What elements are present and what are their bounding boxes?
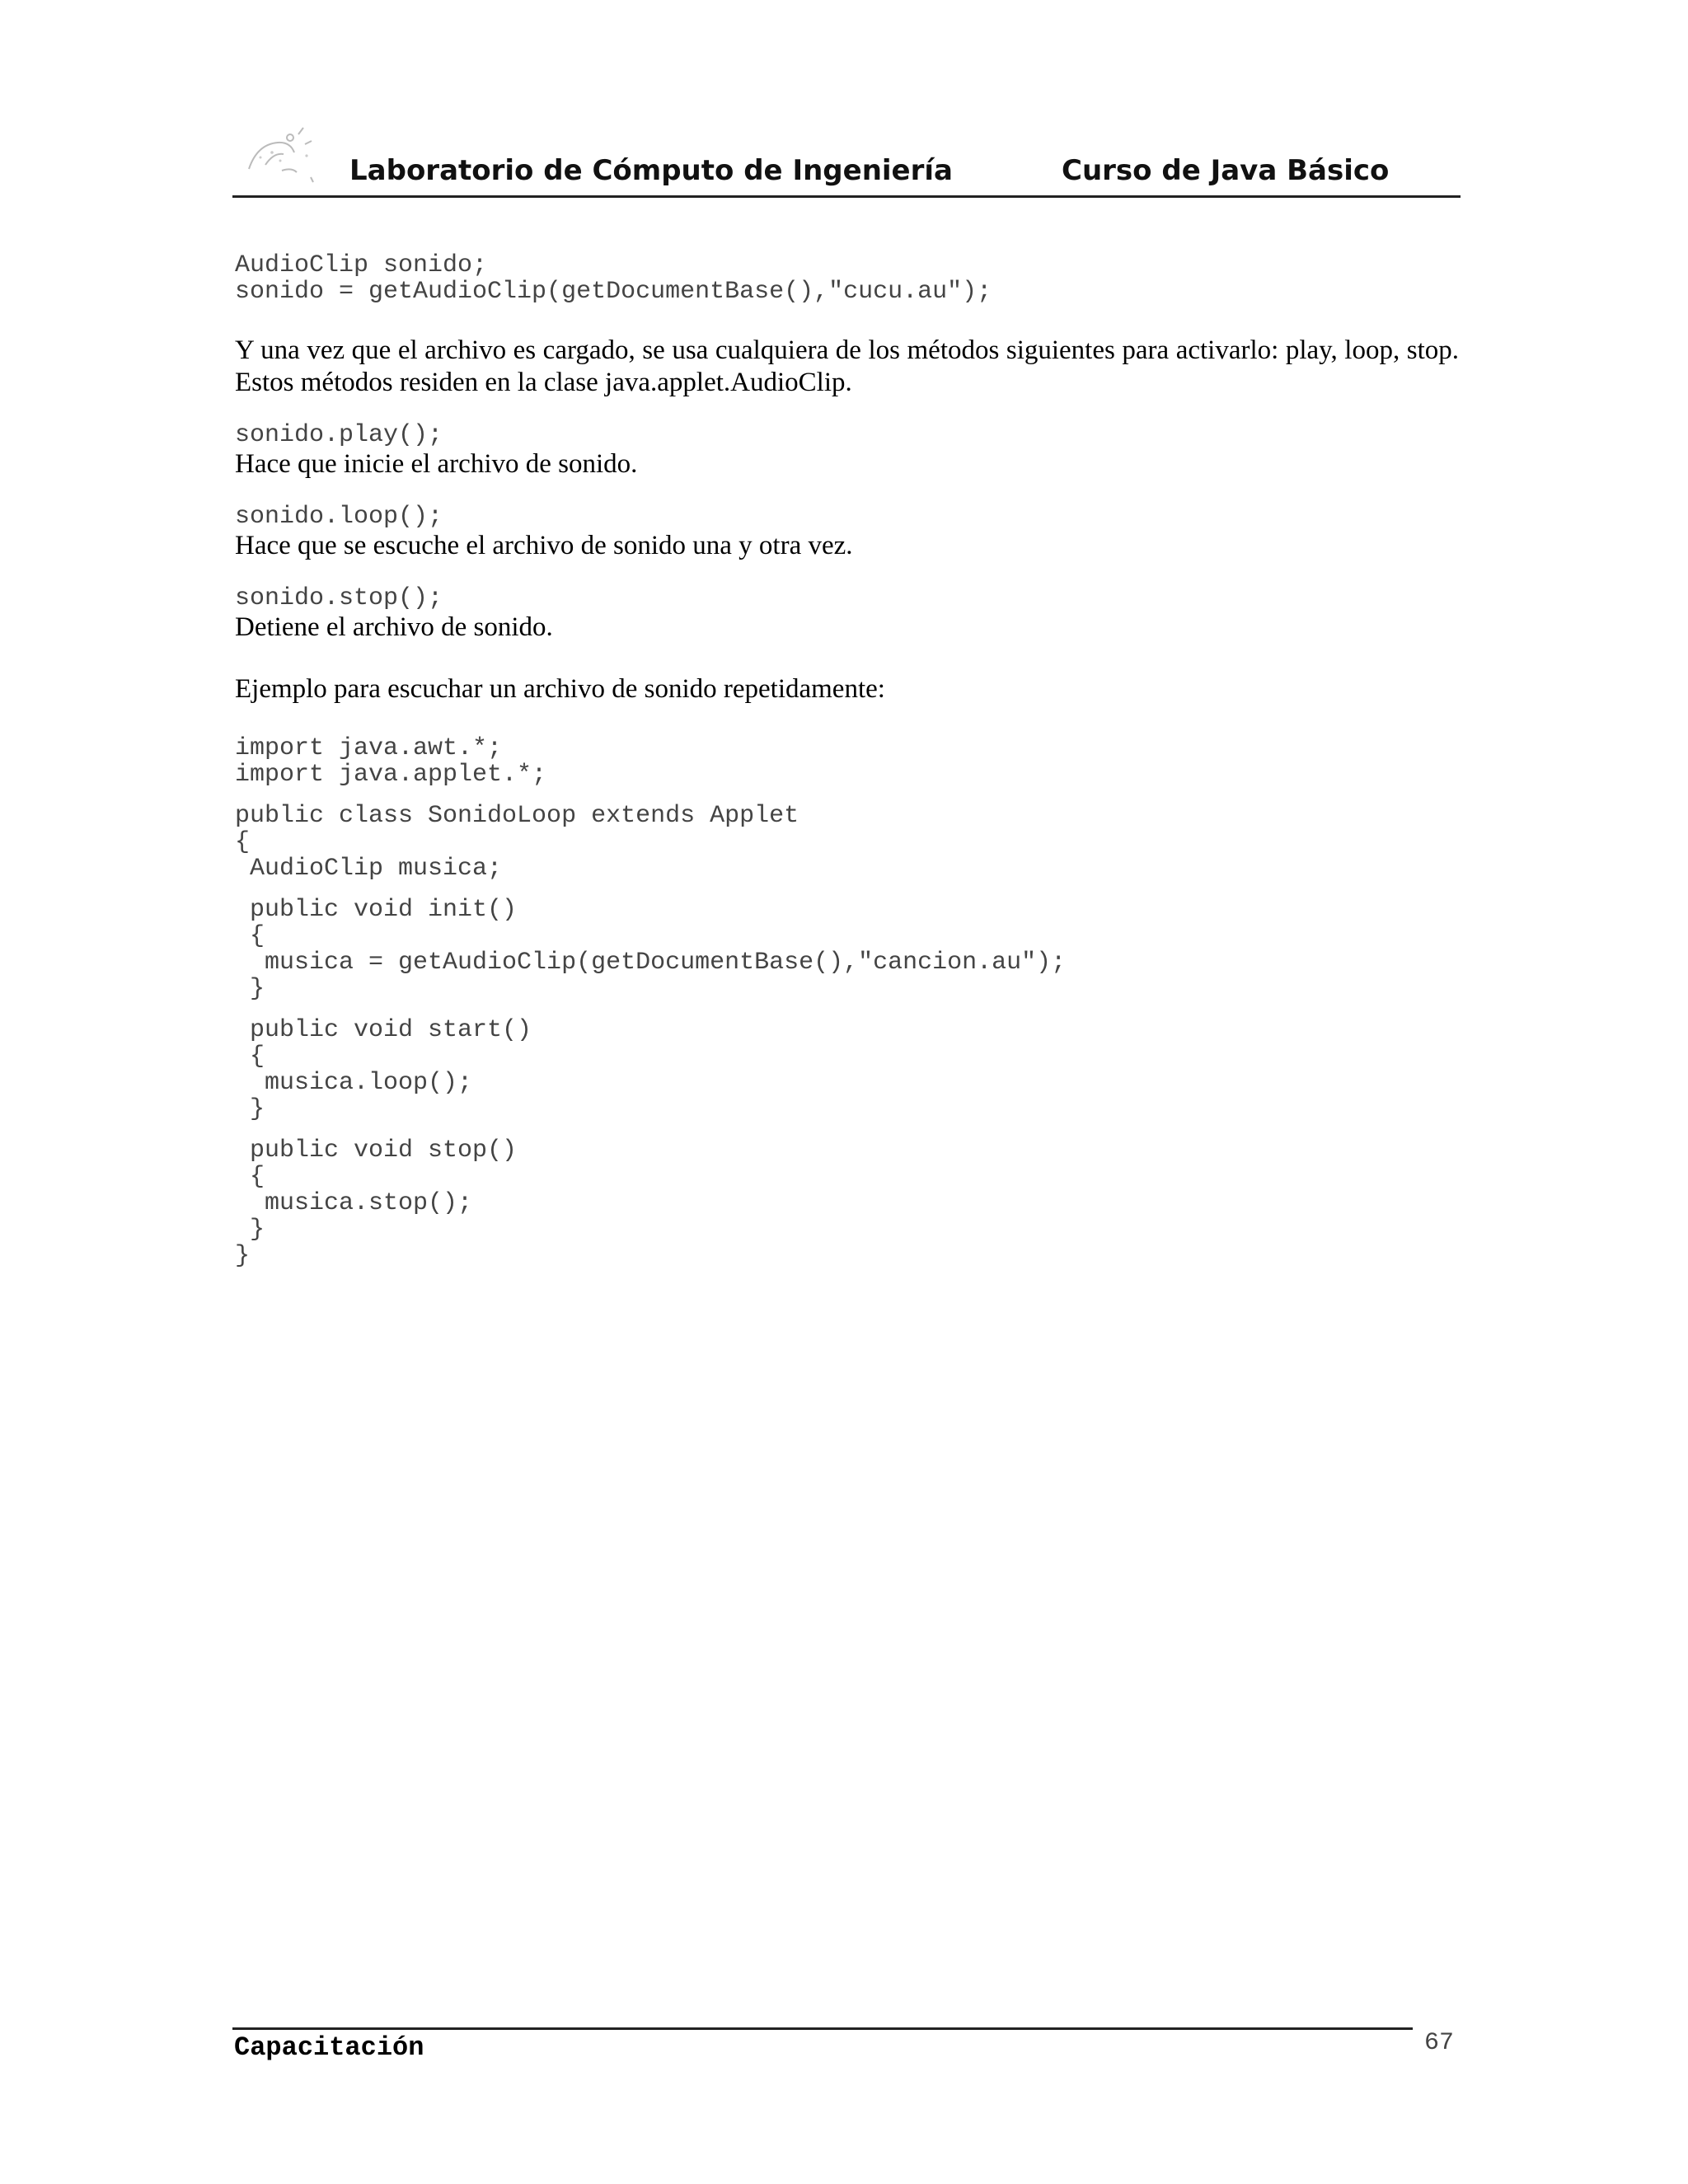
code-imports: import java.awt.*; import java.applet.*;	[235, 734, 547, 789]
paragraph-example-intro: Ejemplo para escuchar un archivo de sonido repetidamente:	[235, 674, 885, 704]
paragraph-methods-intro: Y una vez que el archivo es cargado, se usa cualquiera de los métodos siguientes para activarlo: play, loop, stop. Estos métodos residen en la clase java.applet.AudioClip.	[235, 335, 1459, 397]
page-header	[232, 136, 1461, 198]
header-title-course: Curso de Java Básico	[1062, 154, 1390, 187]
header-title-lab: Laboratorio de Cómputo de Ingeniería	[349, 154, 953, 187]
page-number: 67	[1424, 2029, 1455, 2057]
code-stop-method: public void stop() { musica.stop(); } }	[235, 1137, 518, 1270]
desc-play: Hace que inicie el archivo de sonido.	[235, 449, 638, 479]
code-audioclip-declaration: AudioClip sonido; sonido = getAudioClip(getDocumentBase(),"cucu.au");	[235, 251, 992, 306]
code-play: sonido.play();	[235, 421, 443, 449]
desc-stop: Detiene el archivo de sonido.	[235, 612, 553, 642]
code-loop: sonido.loop();	[235, 503, 443, 531]
footer-label: Capacitación	[234, 2032, 424, 2063]
page-content	[235, 252, 1459, 1269]
institution-logo-icon	[232, 120, 331, 185]
footer-divider	[232, 2027, 1413, 2030]
desc-loop: Hace que se escuche el archivo de sonido una y otra vez.	[235, 531, 853, 560]
code-init-method: public void init() { musica = getAudioClip(getDocumentBase(),"cancion.au"); }	[250, 896, 1067, 1003]
code-class-header: public class SonidoLoop extends Applet { AudioClip musica;	[235, 802, 799, 883]
code-stop: sonido.stop();	[235, 584, 443, 612]
code-start-method: public void start() { musica.loop(); }	[250, 1016, 532, 1123]
